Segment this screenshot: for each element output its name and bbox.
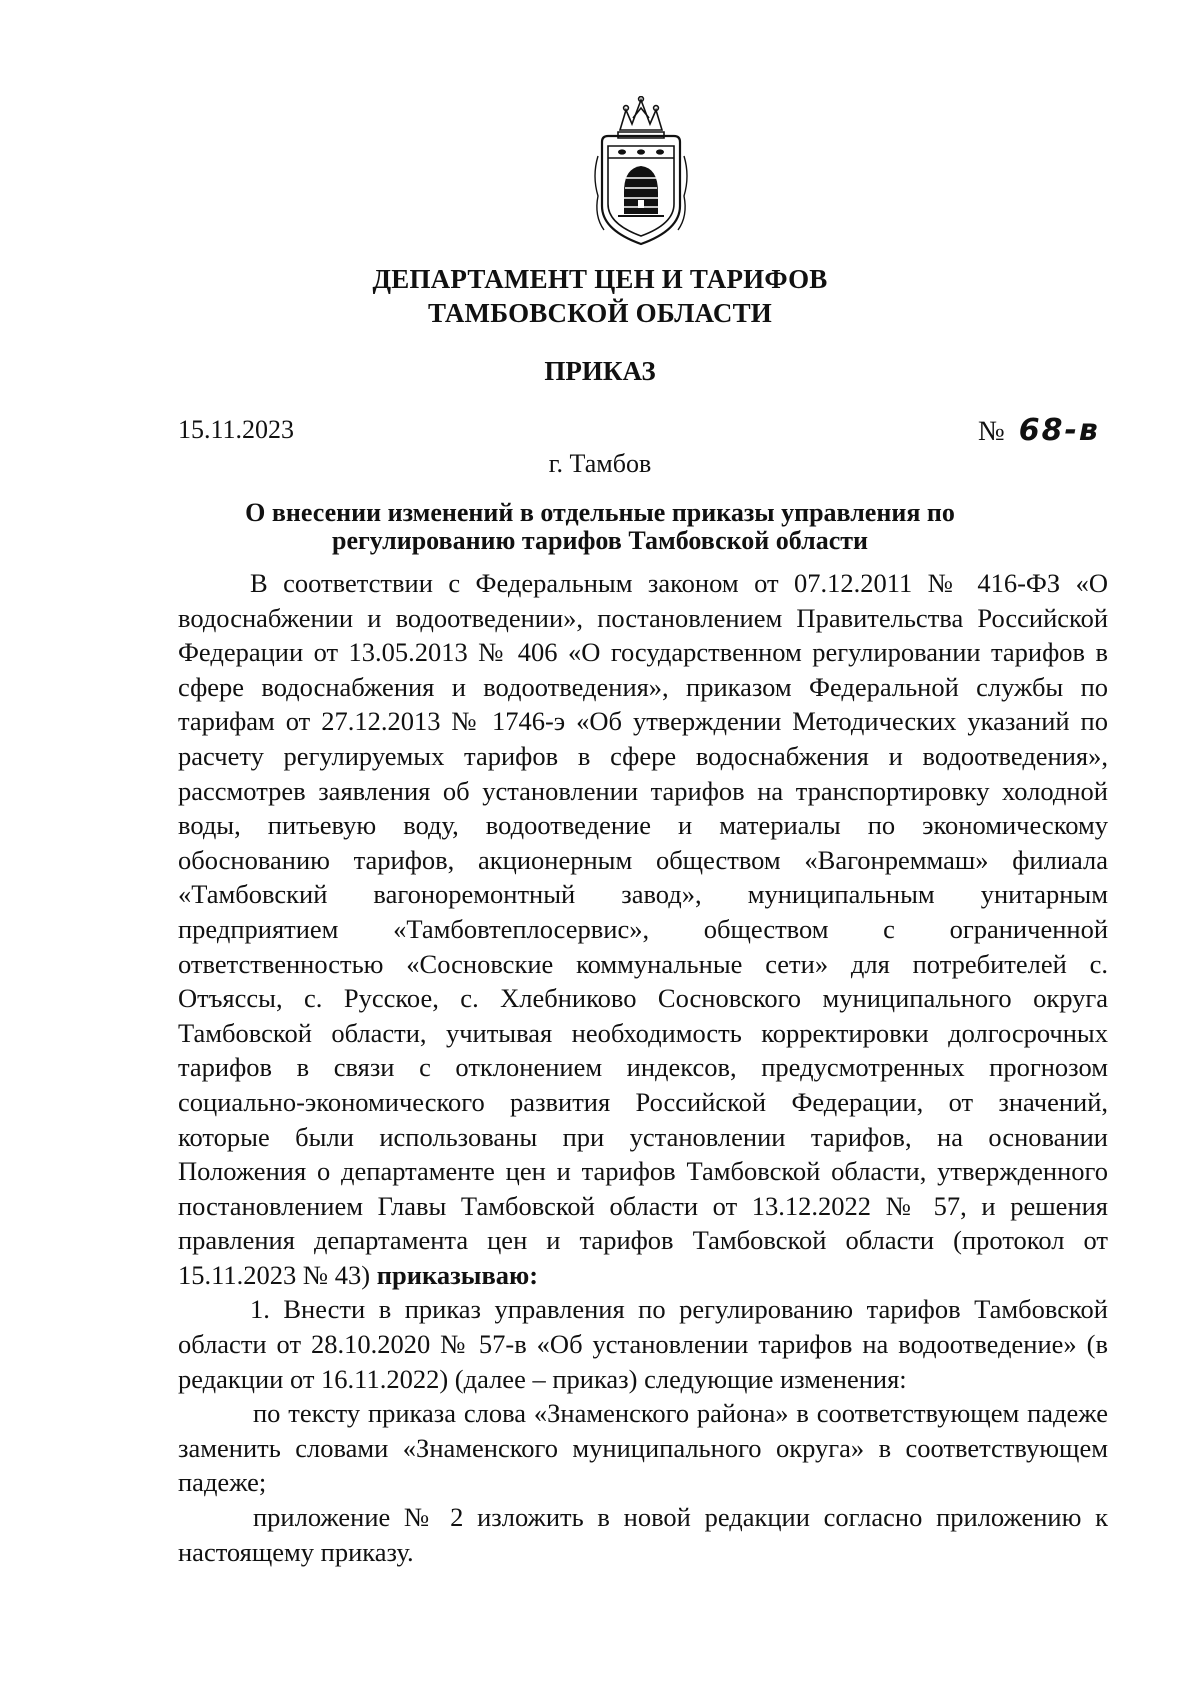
order-verb: приказываю: (376, 1259, 539, 1290)
number-sign: № (978, 416, 1005, 447)
order-heading: ПРИКАЗ (544, 356, 656, 386)
preamble-text: В соответствии с Федеральным законом от 07.12.2011 № 416-ФЗ «О водоснабжении и водоотведении», постановлением Правительства Российской Федерации от 13.05.2013 № 406 «О государственном регулировании тарифов в сфере водоснабжения и водоотведения», приказом Федеральной службы по тарифам от 27.12.2013 № 1746-э «Об утверждении Методических указаний по расчету регулируемых тарифов в сфере водоснабжения и водоотведения», рассмотрев заявления об установлении тарифов на транспортировку холодной воды, питьевую воду, водоотведение и материалы по экономическому обоснованию тарифов, акционерным обществом «Вагонреммаш» филиала «Тамбовский вагоноремонтный завод», муниципальным унитарным предприятием «Тамбовтеплосервис», обществом с ограниченной ответственностью «Сосновские коммунальные сети» для потребителей с. Отъяссы, с. Русское, с. Хлебниково Сосновского муниципального округа Тамбовской области, учитывая необходимость корректировки долгосрочных тарифов в связи с отклонением индексов, предусмотренных прогнозом социально-экономического развития Российской Федерации, от значений, которые были использованы при установлении тарифов, на основании Положения о департаменте цен и тарифов Тамбовской области, утвержденного постановлением Главы Тамбовской области от 13.12.2022 № 57, и решения правления департамента цен и тарифов Тамбовской области (протокол от 15.11.2023 № 43) (178, 568, 1108, 1290)
item-1-paragraph: 1. Внести в приказ управления по регулированию тарифов Тамбовской области от 28.10.2020 № 57-в «Об установлении тарифов на водоотведение» (в редакции от 16.11.2022) (далее – приказ) следующие изменения: (178, 1294, 1108, 1394)
order-title-line2: регулированию тарифов Тамбовской области (332, 526, 868, 555)
handwritten-number: 68-в (1018, 413, 1100, 448)
department-name-line2: ТАМБОВСКОЙ ОБЛАСТИ (427, 298, 773, 328)
preamble-paragraph (178, 566, 1108, 1292)
item-1-sub-1-paragraph: по тексту приказа слова «Знаменского района» в соответствующем падеже заменить словами «Знаменского муниципального округа» в соответствующем падеже; (178, 1398, 1108, 1498)
order-body (178, 566, 1108, 1569)
item-1-sub-2-paragraph: приложение № 2 изложить в новой редакции согласно приложению к настоящему приказу. (178, 1502, 1108, 1567)
order-date: 15.11.2023 (178, 415, 295, 444)
department-name-line1: ДЕПАРТАМЕНТ ЦЕН И ТАРИФОВ (372, 264, 828, 294)
order-title-line1: О внесении изменений в отдельные приказы управления по (245, 498, 955, 527)
city-line: г. Тамбов (548, 449, 652, 478)
tambov-coat-of-arms-icon (588, 96, 694, 248)
order-number (978, 413, 1100, 448)
